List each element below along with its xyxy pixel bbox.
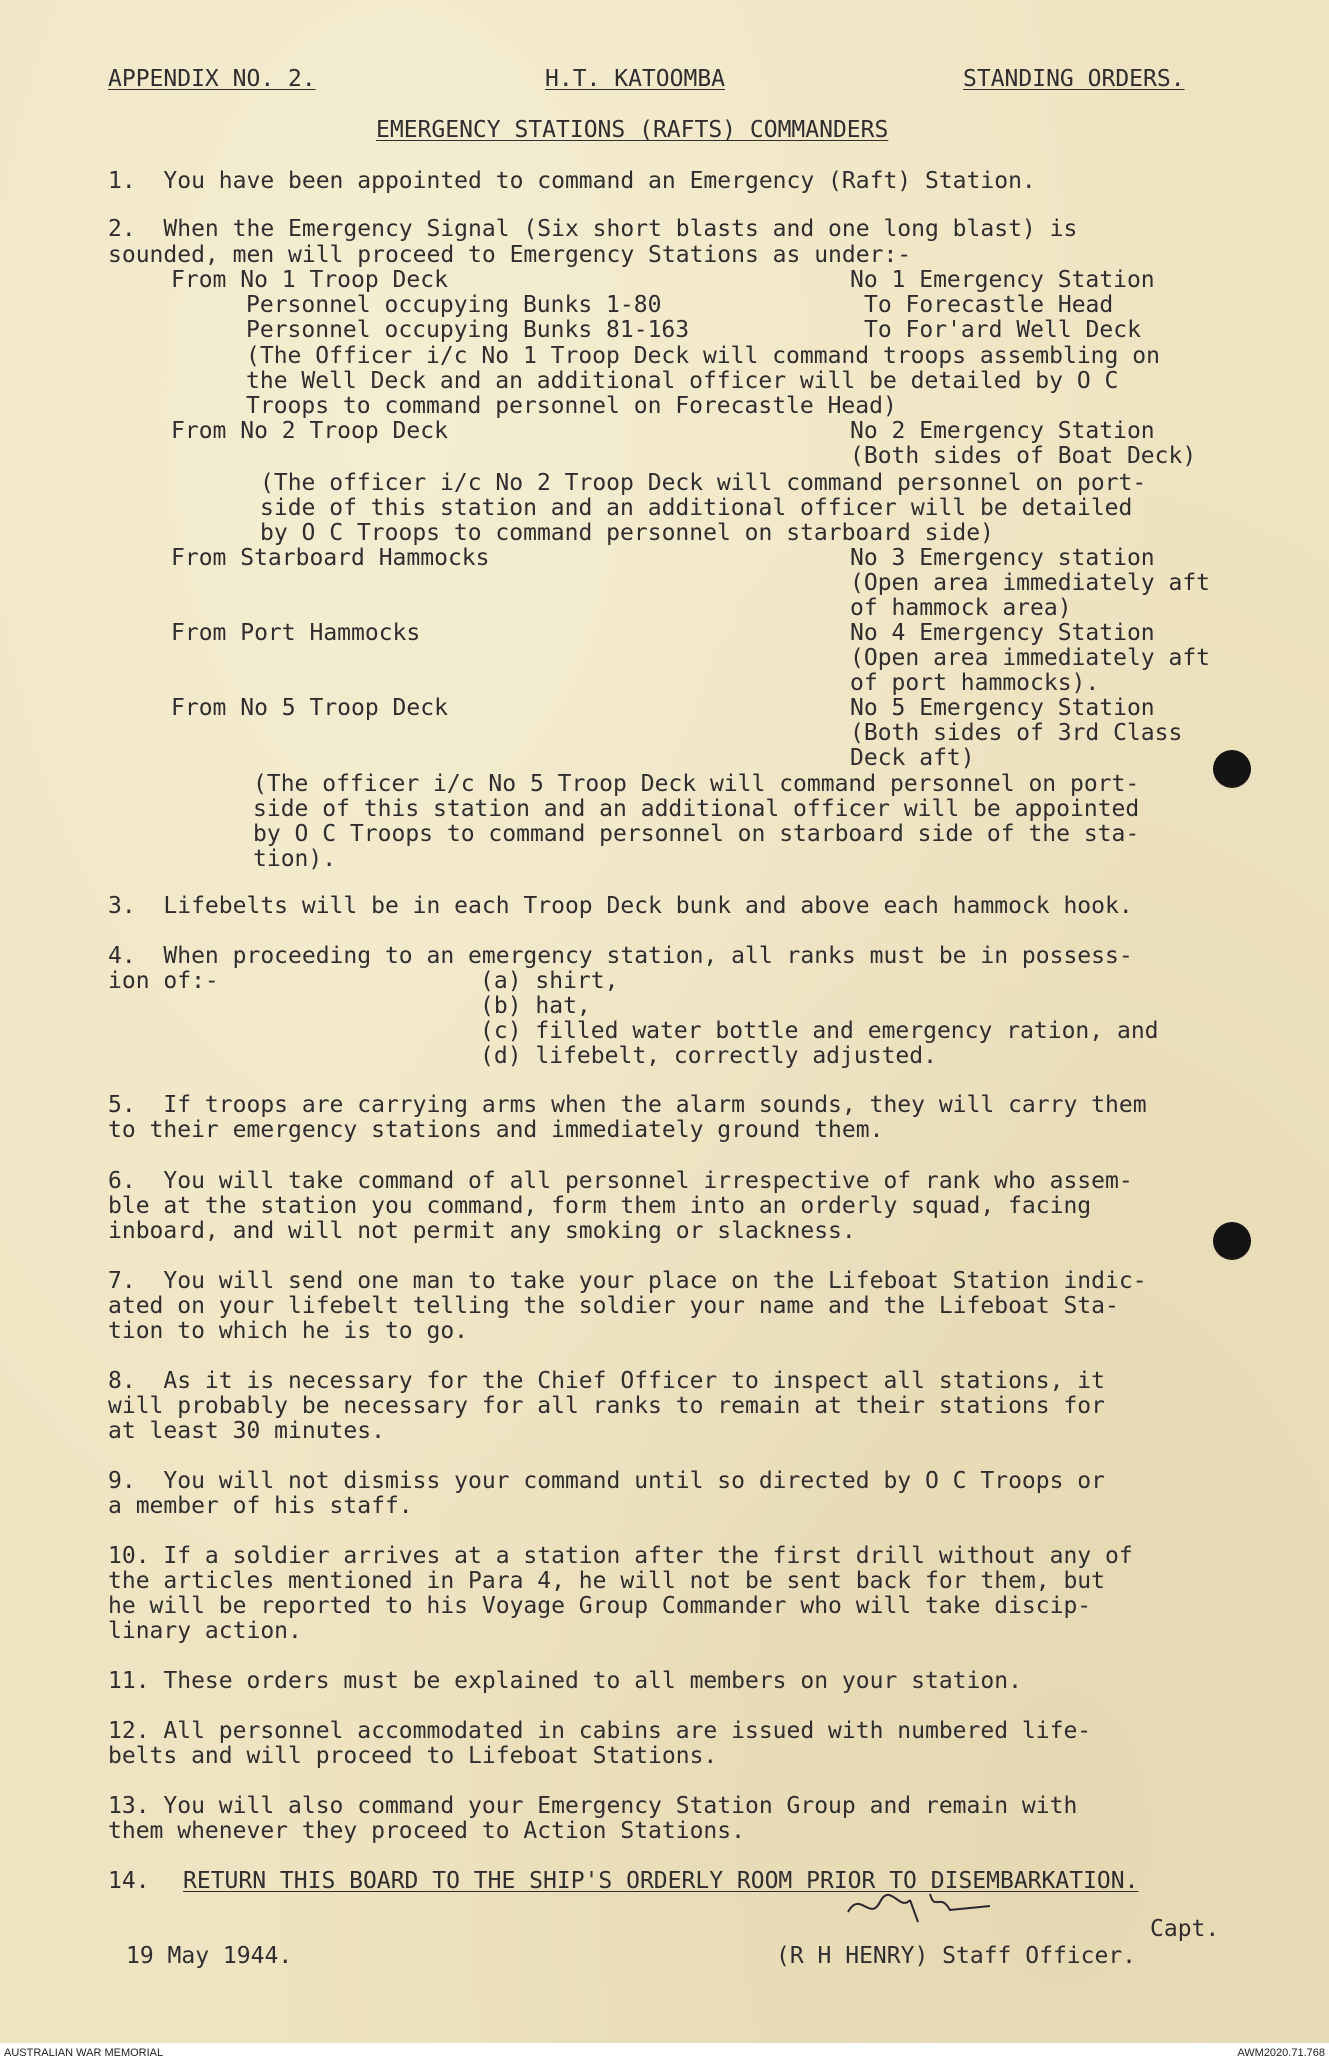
station-row-7-from: From No 5 Troop Deck [171, 695, 448, 721]
para-2-line-2: sounded, men will proceed to Emergency Stations as under:- [108, 242, 912, 268]
para-4-line-1: 4. When proceeding to an emergency station, all ranks must be in possess- [108, 943, 1133, 969]
para-6-line-2: ble at the station you command, form them into an orderly squad, facing [108, 1193, 1092, 1219]
station-row-1-to: No 1 Emergency Station [850, 267, 1155, 293]
station-row-5-from: From Starboard Hammocks [171, 545, 490, 571]
appendix-label: APPENDIX NO. 2. [108, 66, 316, 92]
para-8-line-2: will probably be necessary for all ranks to remain at their stations for [108, 1393, 1105, 1419]
station-row-5-to: No 3 Emergency station [850, 545, 1155, 571]
para-3: 3. Lifebelts will be in each Troop Deck bunk and above each hammock hook. [108, 893, 1133, 919]
para-10-line-3: he will be reported to his Voyage Group Commander who will take discip- [108, 1593, 1092, 1619]
station-note-5-line-1: (The officer i/c No 5 Troop Deck will command personnel on port- [253, 771, 1140, 797]
punch-hole-top [1213, 750, 1251, 788]
para-7-line-1: 7. You will send one man to take your place on the Lifeboat Station indic- [108, 1268, 1147, 1294]
station-row-7-to-detail-2: Deck aft) [850, 745, 975, 771]
para-9-line-1: 9. You will not dismiss your command until so directed by O C Troops or [108, 1468, 1105, 1494]
punch-hole-bottom [1213, 1222, 1251, 1260]
handwritten-signature [840, 1882, 1000, 1932]
para-8-line-3: at least 30 minutes. [108, 1418, 385, 1444]
para-5-line-1: 5. If troops are carrying arms when the alarm sounds, they will carry them [108, 1092, 1147, 1118]
para-7-line-3: tion to which he is to go. [108, 1318, 469, 1344]
station-row-5-to-detail-1: (Open area immediately aft [850, 570, 1211, 596]
para-9-line-2: a member of his staff. [108, 1493, 413, 1519]
station-row-6-from: From Port Hammocks [171, 620, 421, 646]
station-row-6-to-detail-1: (Open area immediately aft [850, 645, 1211, 671]
para-8-line-1: 8. As it is necessary for the Chief Officer to inspect all stations, it [108, 1368, 1105, 1394]
footer-source: AUSTRALIAN WAR MEMORIAL [4, 2047, 164, 2059]
para-11: 11. These orders must be explained to all members on your station. [108, 1668, 1022, 1694]
signature-rank: Capt. [1150, 1916, 1220, 1942]
para-14-number: 14. [108, 1868, 150, 1894]
station-note-2-line-3: by O C Troops to command personnel on starboard side) [260, 520, 994, 546]
item-b: (b) hat, [480, 993, 591, 1019]
para-10-line-1: 10. If a soldier arrives at a station after the first drill without any of [108, 1543, 1133, 1569]
page-title: EMERGENCY STATIONS (RAFTS) COMMANDERS [376, 117, 889, 143]
station-row-6-to: No 4 Emergency Station [850, 620, 1155, 646]
station-row-2-from: Personnel occupying Bunks 1-80 [246, 292, 662, 318]
item-c: (c) filled water bottle and emergency ration, and [480, 1018, 1159, 1044]
para-4-line-2: ion of:- [108, 968, 219, 994]
para-10-line-4: linary action. [108, 1618, 302, 1644]
station-note-1-line-2: the Well Deck and an additional officer will be detailed by O C [246, 368, 1119, 394]
station-row-3-to: To For'ard Well Deck [864, 317, 1141, 343]
para-12-line-1: 12. All personnel accommodated in cabins are issued with numbered life- [108, 1718, 1092, 1744]
station-row-2-to: To Forecastle Head [864, 292, 1114, 318]
station-note-1-line-3: Troops to command personnel on Forecastle Head) [246, 393, 897, 419]
para-13-line-2: them whenever they proceed to Action Stations. [108, 1818, 745, 1844]
item-a: (a) shirt, [480, 968, 619, 994]
station-row-5-to-detail-2: of hammock area) [850, 595, 1072, 621]
station-note-5-line-4: tion). [253, 846, 337, 872]
para-1: 1. You have been appointed to command an Emergency (Raft) Station. [108, 168, 1036, 194]
station-note-5-line-3: by O C Troops to command personnel on starboard side of the sta- [253, 821, 1140, 847]
station-note-5-line-2: side of this station and an additional officer will be appointed [253, 796, 1140, 822]
orders-label: STANDING ORDERS. [963, 66, 1185, 92]
document-date: 19 May 1944. [126, 1943, 293, 1969]
footer-accession: AWM2020.71.768 [1237, 2047, 1325, 2059]
station-row-1-from: From No 1 Troop Deck [171, 267, 448, 293]
station-note-1-line-1: (The Officer i/c No 1 Troop Deck will command troops assembling on [246, 343, 1160, 369]
para-6-line-1: 6. You will take command of all personnel irrespective of rank who assem- [108, 1168, 1133, 1194]
station-note-2-line-2: side of this station and an additional officer will be detailed [260, 495, 1133, 521]
para-6-line-3: inboard, and will not permit any smoking or slackness. [108, 1218, 856, 1244]
station-row-6-to-detail-2: of port hammocks). [850, 670, 1100, 696]
station-row-3-from: Personnel occupying Bunks 81-163 [246, 317, 690, 343]
signature-name: (R H HENRY) Staff Officer. [776, 1943, 1137, 1969]
para-2-line-1: 2. When the Emergency Signal (Six short blasts and one long blast) is [108, 216, 1078, 242]
station-row-7-to-detail-1: (Both sides of 3rd Class [850, 720, 1183, 746]
para-12-line-2: belts and will proceed to Lifeboat Stations. [108, 1743, 718, 1769]
station-row-7-to: No 5 Emergency Station [850, 695, 1155, 721]
para-5-line-2: to their emergency stations and immediately ground them. [108, 1117, 884, 1143]
station-row-4-from: From No 2 Troop Deck [171, 418, 448, 444]
para-10-line-2: the articles mentioned in Para 4, he will not be sent back for them, but [108, 1568, 1105, 1594]
station-row-4-to: No 2 Emergency Station [850, 418, 1155, 444]
para-13-line-1: 13. You will also command your Emergency Station Group and remain with [108, 1793, 1078, 1819]
item-d: (d) lifebelt, correctly adjusted. [480, 1043, 937, 1069]
para-14: RETURN THIS BOARD TO THE SHIP'S ORDERLY ROOM PRIOR TO DISEMBARKATION. [183, 1868, 1139, 1894]
ship-name: H.T. KATOOMBA [545, 66, 726, 92]
para-7-line-2: ated on your lifebelt telling the soldier your name and the Lifeboat Sta- [108, 1293, 1119, 1319]
station-note-2-line-1: (The officer i/c No 2 Troop Deck will command personnel on port- [260, 470, 1147, 496]
station-row-4-to-detail: (Both sides of Boat Deck) [850, 443, 1197, 469]
